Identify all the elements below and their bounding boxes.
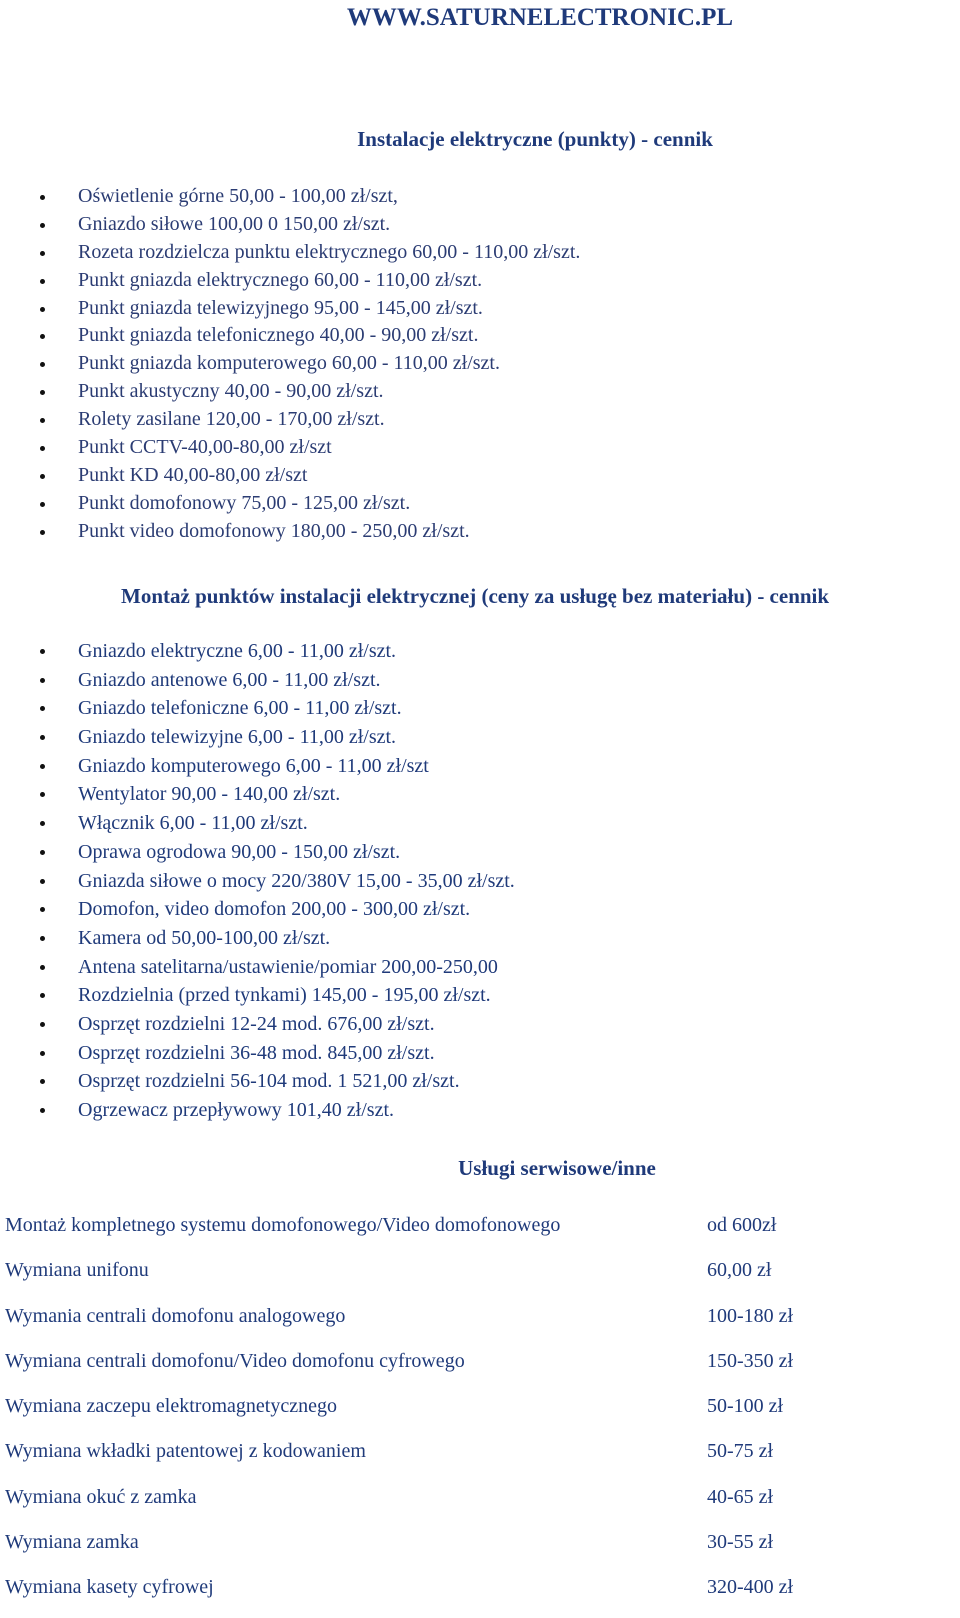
service-name: Wymiana kasety cyfrowej <box>5 1576 214 1599</box>
table-row <box>0 1482 960 1527</box>
section-title-services: Usługi serwisowe/inne <box>458 1156 656 1180</box>
bullet-icon <box>40 418 45 423</box>
bullet-icon <box>40 649 45 654</box>
list-item <box>0 239 580 267</box>
table-row <box>0 1346 960 1391</box>
list-item <box>0 809 515 838</box>
list-item-text: Punkt KD 40,00-80,00 zł/szt <box>78 463 308 486</box>
table-row <box>0 1527 960 1572</box>
service-price: 100-180 zł <box>707 1304 794 1327</box>
list-item <box>0 780 515 809</box>
bullet-icon <box>40 251 45 256</box>
list-item <box>0 867 515 896</box>
list-item-text: Ogrzewacz przepływowy 101,40 zł/szt. <box>78 1099 394 1121</box>
service-price: 320-400 zł <box>707 1576 794 1599</box>
bullet-icon <box>40 1051 45 1056</box>
list-item <box>0 924 515 953</box>
list-item-text: Rozdzielnia (przed tynkami) 145,00 - 195,00 zł/szt. <box>78 984 491 1007</box>
list-item <box>0 267 580 295</box>
bullet-icon <box>40 502 45 507</box>
service-name: Wymiana zamka <box>5 1531 139 1554</box>
points-price-list <box>0 183 580 546</box>
list-item-text: Oświetlenie górne 50,00 - 100,00 zł/szt, <box>78 185 398 207</box>
list-item <box>0 694 515 723</box>
bullet-icon <box>40 223 45 228</box>
bullet-icon <box>40 850 45 855</box>
list-item-text: Wentylator 90,00 - 140,00 zł/szt. <box>78 783 341 806</box>
service-price: 50-100 zł <box>707 1395 784 1418</box>
list-item <box>0 211 580 239</box>
bullet-icon <box>40 764 45 769</box>
bullet-icon <box>40 307 45 312</box>
list-item <box>0 953 515 982</box>
bullet-icon <box>40 362 45 367</box>
table-row <box>0 1301 960 1346</box>
list-item-text: Gniazda siłowe o mocy 220/380V 15,00 - 35,00 zł/szt. <box>78 869 515 892</box>
list-item <box>0 723 515 752</box>
bullet-icon <box>40 474 45 479</box>
list-item-text: Gniazdo telewizyjne 6,00 - 11,00 zł/szt. <box>78 726 397 749</box>
bullet-icon <box>40 706 45 711</box>
list-item <box>0 1039 515 1068</box>
bullet-icon <box>40 446 45 451</box>
service-price: od 600zł <box>707 1214 777 1236</box>
list-item-text: Osprzęt rozdzielni 56-104 mod. 1 521,00 zł/szt. <box>78 1070 460 1093</box>
list-item-text: Punkt gniazda komputerowego 60,00 - 110,00 zł/szt. <box>78 352 500 375</box>
list-item <box>0 752 515 781</box>
list-item-text: Punkt CCTV-40,00-80,00 zł/szt <box>78 436 332 459</box>
bullet-icon <box>40 993 45 998</box>
services-price-table <box>0 1210 960 1618</box>
list-item <box>0 350 580 378</box>
bullet-icon <box>40 1079 45 1084</box>
list-item-text: Rozeta rozdzielcza punktu elektrycznego 60,00 - 110,00 zł/szt. <box>78 240 581 263</box>
service-name: Wymiana centrali domofonu/Video domofonu cyfrowego <box>5 1349 465 1372</box>
list-item-text: Punkt domofonowy 75,00 - 125,00 zł/szt. <box>78 491 411 514</box>
list-item-text: Punkt gniazda telewizyjnego 95,00 - 145,00 zł/szt. <box>78 296 483 319</box>
bullet-icon <box>40 936 45 941</box>
list-item <box>0 838 515 867</box>
list-item <box>0 895 515 924</box>
service-name: Wymiana okuć z zamka <box>5 1485 197 1508</box>
list-item-text: Gniazdo siłowe 100,00 0 150,00 zł/szt. <box>78 212 391 235</box>
site-url-header: WWW.SATURNELECTRONIC.PL <box>346 4 734 31</box>
list-item-text: Osprzęt rozdzielni 36-48 mod. 845,00 zł/szt. <box>78 1041 435 1064</box>
bullet-icon <box>40 907 45 912</box>
bullet-icon <box>40 195 45 200</box>
list-item-text: Gniazdo komputerowego 6,00 - 11,00 zł/szt <box>78 754 429 777</box>
bullet-icon <box>40 879 45 884</box>
list-item-text: Punkt akustyczny 40,00 - 90,00 zł/szt. <box>78 380 384 403</box>
service-name: Wymiana unifonu <box>5 1259 149 1282</box>
service-name: Montaż kompletnego systemu domofonowego/Video domofonowego <box>5 1214 561 1236</box>
list-item <box>0 322 580 350</box>
service-name: Wymiana wkładki patentowej z kodowaniem <box>5 1440 366 1463</box>
list-item <box>0 378 580 406</box>
service-name: Wymiana zaczepu elektromagnetycznego <box>5 1395 337 1418</box>
bullet-icon <box>40 965 45 970</box>
list-item-text: Oprawa ogrodowa 90,00 - 150,00 zł/szt. <box>78 840 401 863</box>
list-item-text: Punkt video domofonowy 180,00 - 250,00 zł/szt. <box>78 519 470 542</box>
list-item-text: Włącznik 6,00 - 11,00 zł/szt. <box>78 812 308 835</box>
table-row <box>0 1391 960 1436</box>
list-item <box>0 1067 515 1096</box>
list-item <box>0 183 580 211</box>
list-item <box>0 295 580 323</box>
service-price: 60,00 zł <box>707 1259 772 1282</box>
table-row <box>0 1255 960 1300</box>
list-item <box>0 518 580 546</box>
table-row <box>0 1436 960 1481</box>
list-item-text: Rolety zasilane 120,00 - 170,00 zł/szt. <box>78 408 385 431</box>
bullet-icon <box>40 279 45 284</box>
section-title-mounting: Montaż punktów instalacji elektrycznej (ceny za usługę bez materiału) - cennik <box>121 584 830 608</box>
list-item <box>0 666 515 695</box>
list-item <box>0 490 580 518</box>
list-item-text: Punkt gniazda elektrycznego 60,00 - 110,00 zł/szt. <box>78 268 483 291</box>
service-price: 50-75 zł <box>707 1440 774 1463</box>
list-item <box>0 1096 515 1125</box>
service-price: 40-65 zł <box>707 1485 774 1508</box>
list-item <box>0 434 580 462</box>
section-title-points: Instalacje elektryczne (punkty) - cennik <box>357 127 713 151</box>
list-item-text: Gniazdo antenowe 6,00 - 11,00 zł/szt. <box>78 668 381 691</box>
service-price: 30-55 zł <box>707 1531 774 1554</box>
service-name: Wymania centrali domofonu analogowego <box>5 1304 346 1327</box>
list-item <box>0 462 580 490</box>
list-item-text: Gniazdo telefoniczne 6,00 - 11,00 zł/szt. <box>78 697 402 720</box>
bullet-icon <box>40 530 45 535</box>
list-item-text: Gniazdo elektryczne 6,00 - 11,00 zł/szt. <box>78 640 397 662</box>
bullet-icon <box>40 792 45 797</box>
list-item <box>0 1010 515 1039</box>
table-row <box>0 1210 960 1255</box>
list-item-text: Osprzęt rozdzielni 12-24 mod. 676,00 zł/szt. <box>78 1012 435 1035</box>
bullet-icon <box>40 735 45 740</box>
bullet-icon <box>40 390 45 395</box>
list-item <box>0 637 515 666</box>
service-price: 150-350 zł <box>707 1349 794 1372</box>
list-item <box>0 981 515 1010</box>
bullet-icon <box>40 334 45 339</box>
list-item-text: Kamera od 50,00-100,00 zł/szt. <box>78 926 331 949</box>
list-item-text: Domofon, video domofon 200,00 - 300,00 zł/szt. <box>78 898 471 921</box>
list-item <box>0 406 580 434</box>
mounting-price-list <box>0 637 515 1125</box>
list-item-text: Punkt gniazda telefonicznego 40,00 - 90,00 zł/szt. <box>78 324 479 347</box>
bullet-icon <box>40 1022 45 1027</box>
table-row <box>0 1572 960 1617</box>
list-item-text: Antena satelitarna/ustawienie/pomiar 200,00-250,00 <box>78 955 498 978</box>
bullet-icon <box>40 678 45 683</box>
bullet-icon <box>40 821 45 826</box>
bullet-icon <box>40 1108 45 1113</box>
